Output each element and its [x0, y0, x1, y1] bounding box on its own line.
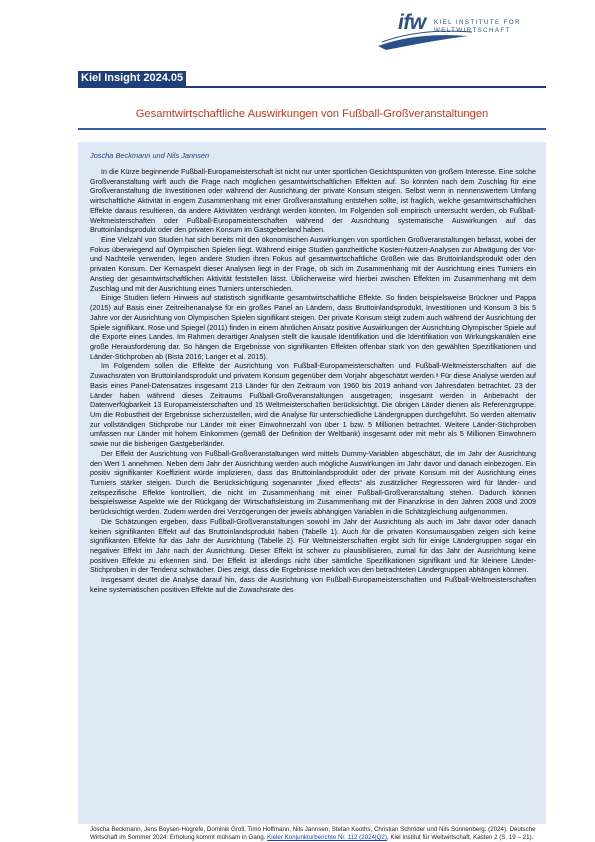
paragraph: Insgesamt deutet die Analyse darauf hin, dass die Ausrichtung von Fußball-Europameisterschaften und Fußball-Weltmeisterschaften keine systematischen positiven Effekte auf die Zuwachsrate des	[90, 575, 536, 594]
footnote-text: Joscha Beckmann, Jens Boysen-Hogrefe, Dominik Groll, Timo Hoffmann, Nils Jannsen, Stefan Kooths, Christian Schröder und Nils Sonnenberg. (2024). Deutsche Wirtschaft im Sommer 2024: Erholung kommt mühsam in Gang.	[90, 826, 536, 841]
series-badge: Kiel Insight 2024.05	[78, 71, 186, 86]
paragraph: Eine Vielzahl von Studien hat sich bereits mit den ökonomischen Auswirkungen von sportlichen Großveranstaltungen befasst, wobei der Fokus überwiegend auf Olympischen Spielen liegt. Während einige Studien ganzheitliche Kosten-Nutzen-Analysen zur Abwägung der Vor- und Nachteile verwenden, legen andere Studien ihren Fokus auf gesamtwirtschaftliche Größen wie das Bruttoinlandsprodukt oder den privaten Konsum. Der Kernaspekt dieser Analysen liegt in der Frage, ob sich im Zusammenhang mit der Ausrichtung eines Turniers ein Anstieg der gesamtwirtschaftlichen Aktivität feststellen lässt. Üblicherweise wird hierbei zwischen Effekten im Zusammenhang mit dem Zuschlag und mit der Ausrichtung eines Turniers unterschieden.	[90, 235, 536, 293]
paragraph: Die Schätzungen ergeben, dass Fußball-Großveranstaltungen sowohl im Jahr der Ausrichtung als auch im Jahr davor oder danach keinen signifikanten Effekt auf das Bruttoinlandsprodukt haben (Tabelle 1). Auch für die privaten Konsumausgaben zeigen sich keine signifikanten Effekte für das Jahr der Ausrichtung (Tabelle 2). Für Weltmeisterschaften ergibt sich für einige Ländergruppen sogar ein negativer Effekt im Jahr nach der Ausrichtung. Dieser Effekt ist schwer zu plausibilisieren, zumal für das Jahr der Ausrichtung keine positiven Effekte zu erkennen sind. Der Effekt ist allerdings nicht über sämtliche Spezifikationen signifikant und für kleinere Länder-Stichproben in der Tendenz schwächer. Dies zeigt, dass die Ergebnisse merklich von den betrachteten Ländergruppen abhängen können.	[90, 516, 536, 575]
paragraph: Einige Studien liefern Hinweis auf statistisch signifikante gesamtwirtschaftliche Effekte. So finden beispielsweise Brückner und Pappa (2015) auf Basis einer Zeitreihenanalyse für ein großes Panel an Ländern, dass Bruttoinlandsprodukt, Investitionen und Konsum 3 bis 5 Jahre vor der Ausrichtung von Olympischen Spielen signifikant steigen. Der private Konsum steigt zudem auch während der Ausrichtung der Spiele signifikant. Rose und Spiegel (2011) finden in einem ähnlichen Ansatz positive Auswirkungen der Ausrichtung Olympischer Spiele auf die Exporte eines Landes. Im Rahmen derartiger Analysen stellt die kausale Identifikation und die Identifikation von Wirkungskanälen eine große Herausforderung dar. So hängen die Ergebnisse von signifikanten Effekten offenbar stark von den gewählten Spezifikationen und Länder-Stichproben ab (Bista 2016; Langer et al. 2015).	[90, 293, 536, 361]
header-rule	[78, 86, 546, 88]
paragraph: Der Effekt der Ausrichtung von Fußball-Großveranstaltungen wird mittels Dummy-Variablen abgeschätzt, die im Jahr der Ausrichtung den Wert 1 annehmen. Neben dem Jahr der Ausrichtung werden auch mögliche Auswirkungen im Jahr davor und danach einbezogen. Ein positiv signifikanter Koeffizient würde implizieren, dass das Bruttoinlandsprodukt oder der private Konsum mit der Ausrichtung eines Turniers stärker steigen. Durch die Berücksichtigung sogenannter „fixed effects“ als zusätzlicher Regressoren wird für länder- und zeitspezifische Effekte kontrolliert, die nicht im Zusammenhang mit einer Fußball-Großveranstaltung stehen. Dadurch können beispielsweise Aspekte wie der Rückgang der Wirtschaftsleistung im Zusammenhang mit der Finanzkrise in den Jahren 2008 und 2009 berücksichtigt werden. Zudem werden drei Verzögerungen der jeweils abhängigen Variablen in die Schätzgleichung aufgenommen.	[90, 448, 536, 517]
logo-wordmark	[434, 19, 521, 35]
article-body	[90, 167, 536, 595]
paragraph: Im Folgendem sollen die Effekte der Ausrichtung von Fußball-Europameisterschaften und Fußball-Weltmeisterschaften auf die Zuwachsraten von Bruttoinlandsprodukt und privatem Konsum gegenüber dem Vorjahr abgeschätzt werden.ᵃ Für diese Analyse werden auf Basis eines Panel-Datensatzes insgesamt 213 Länder für den Zeitraum von 1960 bis 2019 anhand von Jahresdaten betrachtet. 23 der Länder haben während dieses Zeitraums Fußball-Großveranstaltungen ausgetragen; insgesamt werden in Anbetracht der Datenverfügbarkeit 13 Europameisterschaften und 15 Weltmeisterschaften berücksichtigt. Die übrigen Länder dienen als Referenzgruppe. Um die Robustheit der Ergebnisse sicherzustellen, wird die Analyse für unterschiedliche Ländergruppen durchgeführt. So werden alternativ zur vollständigen Stichprobe nur Länder mit einer Einwohnerzahl von über 1 bzw. 5 Millionen betrachtet. Weitere Länder-Stichproben umfassen nur Länder mit hohem Einkommen (gemäß der Definition der Weltbank) insgesamt oder mit mehr als 5 Millionen Einwohnern sowie nur die bisherigen Gastgeberländer.	[90, 361, 536, 449]
logo-line-2: WELTWIRTSCHAFT	[434, 27, 511, 34]
logo-line-1: KIEL INSTITUTE FOR	[434, 19, 521, 26]
article-authors: Joscha Beckmann und Nils Jannsen	[90, 151, 210, 160]
paragraph: In die Kürze beginnende Fußball-Europameisterschaft ist nicht nur unter sportlichen Gesichtspunkten von großem Interesse. Eine solche Großveranstaltung wirft auch die Frage nach möglichen gesamtwirtschaftlichen Effekten auf. So könnten nach dem Zuschlag für eine Großveranstaltung die Investitionen oder während der Ausrichtung der private Konsum steigen. Selbst wenn in nennenswertem Umfang wirtschaftliche Aktivität in engem Zusammenhang mit einer Großveranstaltung entstehen sollte, ist fraglich, welche gesamtwirtschaftlichen Effekte daraus resultieren, da andere Aktivitäten verdrängt werden könnten. Im Folgenden soll empirisch untersucht werden, ob Fußball-Weltmeisterschaften oder Fußball-Europameisterschaften während der Ausrichtung systematische Auswirkungen auf das Bruttoinlandsprodukt oder den privaten Konsum im Gastgeberland haben.	[90, 167, 536, 235]
ifw-logo	[376, 6, 526, 50]
footnote-tail: , Kiel Institut für Weltwirtschaft, Kasten 2 (S. 19 – 21).	[386, 834, 534, 841]
footnote-link[interactable]: Kieler Konjunkturberichte Nr. 112 (2024|Q2)	[267, 834, 387, 841]
article-title: Gesamtwirtschaftliche Auswirkungen von Fußball-Großveranstaltungen	[135, 108, 489, 120]
logo-mark: ifw	[398, 11, 426, 34]
footnote	[90, 826, 536, 842]
title-rule	[78, 128, 546, 130]
